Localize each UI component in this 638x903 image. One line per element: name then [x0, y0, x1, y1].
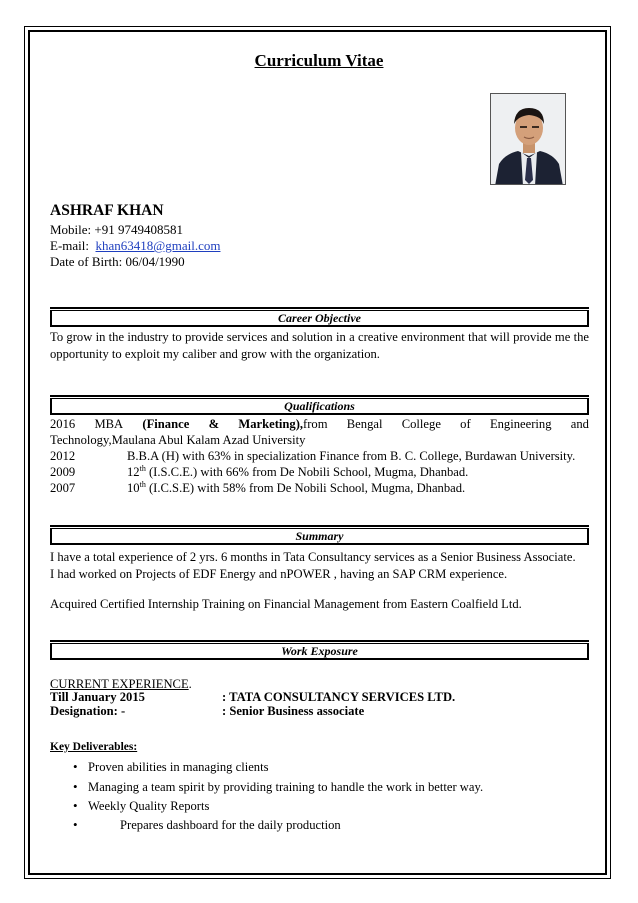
candidate-name: ASHRAF KHAN — [50, 202, 164, 219]
summary-line: I have a total experience of 2 yrs. 6 months in Tata Consultancy services as a Senior Business Associate. — [50, 550, 576, 564]
date-of-birth: Date of Birth: 06/04/1990 — [50, 254, 185, 269]
current-experience-label: CURRENT EXPERIENCE — [50, 677, 189, 691]
bullet-icon: • — [73, 779, 78, 794]
qualification-year: 2007 — [50, 481, 76, 495]
qualification-word: and — [570, 417, 589, 431]
bullet-icon: • — [73, 817, 78, 832]
qualification-word: (Finance — [142, 417, 190, 431]
designation-value: : Senior Business associate — [222, 704, 365, 718]
qualification-line-2: Technology,Maulana Abul Kalam Azad University — [50, 433, 306, 447]
qualification-year: 2012 — [50, 449, 76, 463]
qualification-word: MBA — [94, 417, 124, 431]
profile-photo — [490, 93, 566, 185]
qualification-word: College — [401, 417, 441, 431]
qualification-word: Bengal — [346, 417, 383, 431]
qualification-row — [50, 417, 589, 432]
qualification-word: from — [303, 417, 328, 431]
section-heading-career: Career Objective — [50, 311, 589, 327]
qualification-text: B.B.A (H) with 63% in specialization Finance from B. C. College, Burdawan University. — [127, 449, 576, 463]
qualification-word: Engineering — [489, 417, 552, 431]
qualification-detail: (I.C.S.E) with 58% from De Nobili School, Mugma, Dhanbad. — [145, 481, 466, 495]
qualification-word: Marketing), — [238, 417, 304, 431]
qualification-word-group — [238, 417, 327, 432]
key-deliverables-label: Key Deliverables: — [50, 741, 138, 753]
bullet-icon: • — [73, 759, 78, 774]
qualification-word: of — [460, 417, 471, 431]
qualification-year: 2009 — [50, 465, 76, 479]
till-label: Till January 2015 — [50, 690, 145, 704]
summary-line: Acquired Certified Internship Training on Financial Management from Eastern Coalfield Ltd. — [50, 597, 522, 611]
bullet-icon: • — [73, 798, 78, 813]
qualification-text — [127, 465, 589, 480]
qualification-word: & — [208, 417, 220, 431]
list-item-text: Prepares dashboard for the daily production — [120, 818, 341, 832]
current-experience-period: . — [188, 677, 192, 691]
qualification-text — [127, 481, 589, 496]
section-heading-work: Work Exposure — [50, 644, 589, 660]
grade-number: 12 — [127, 465, 140, 479]
list-item-text: Weekly Quality Reports — [88, 799, 210, 813]
qualification-line — [50, 417, 589, 432]
career-objective-text: To grow in the industry to provide services and solution in a creative environment that will provide me the opportunity to exploit my caliber and grow with the organization. — [50, 330, 589, 361]
section-heading-summary: Summary — [50, 529, 589, 545]
mobile-number: Mobile: +91 9749408581 — [50, 222, 183, 237]
list-item-text: Managing a team spirit by providing training to handle the work in better way. — [88, 780, 484, 794]
qualification-year: 2016 — [50, 417, 76, 431]
list-item-text: Proven abilities in managing clients — [88, 760, 269, 774]
grade-number: 10 — [127, 481, 140, 495]
email-link[interactable]: khan63418@gmail.com — [95, 238, 221, 253]
employer-name: : TATA CONSULTANCY SERVICES LTD. — [222, 690, 456, 704]
email-label: E-mail: — [50, 238, 89, 253]
document-title: Curriculum Vitae — [254, 51, 384, 70]
designation-label: Designation: - — [50, 704, 126, 718]
person-photo-icon — [491, 94, 566, 185]
grade-suffix: th — [139, 463, 146, 473]
section-heading-qualifications: Qualifications — [50, 399, 589, 415]
grade-suffix: th — [139, 479, 146, 489]
summary-line: I had worked on Projects of EDF Energy and nPOWER , having an SAP CRM experience. — [50, 567, 508, 581]
email-line — [50, 238, 220, 254]
qualification-detail: (I.S.C.E.) with 66% from De Nobili School, Mugma, Dhanbad. — [145, 465, 469, 479]
